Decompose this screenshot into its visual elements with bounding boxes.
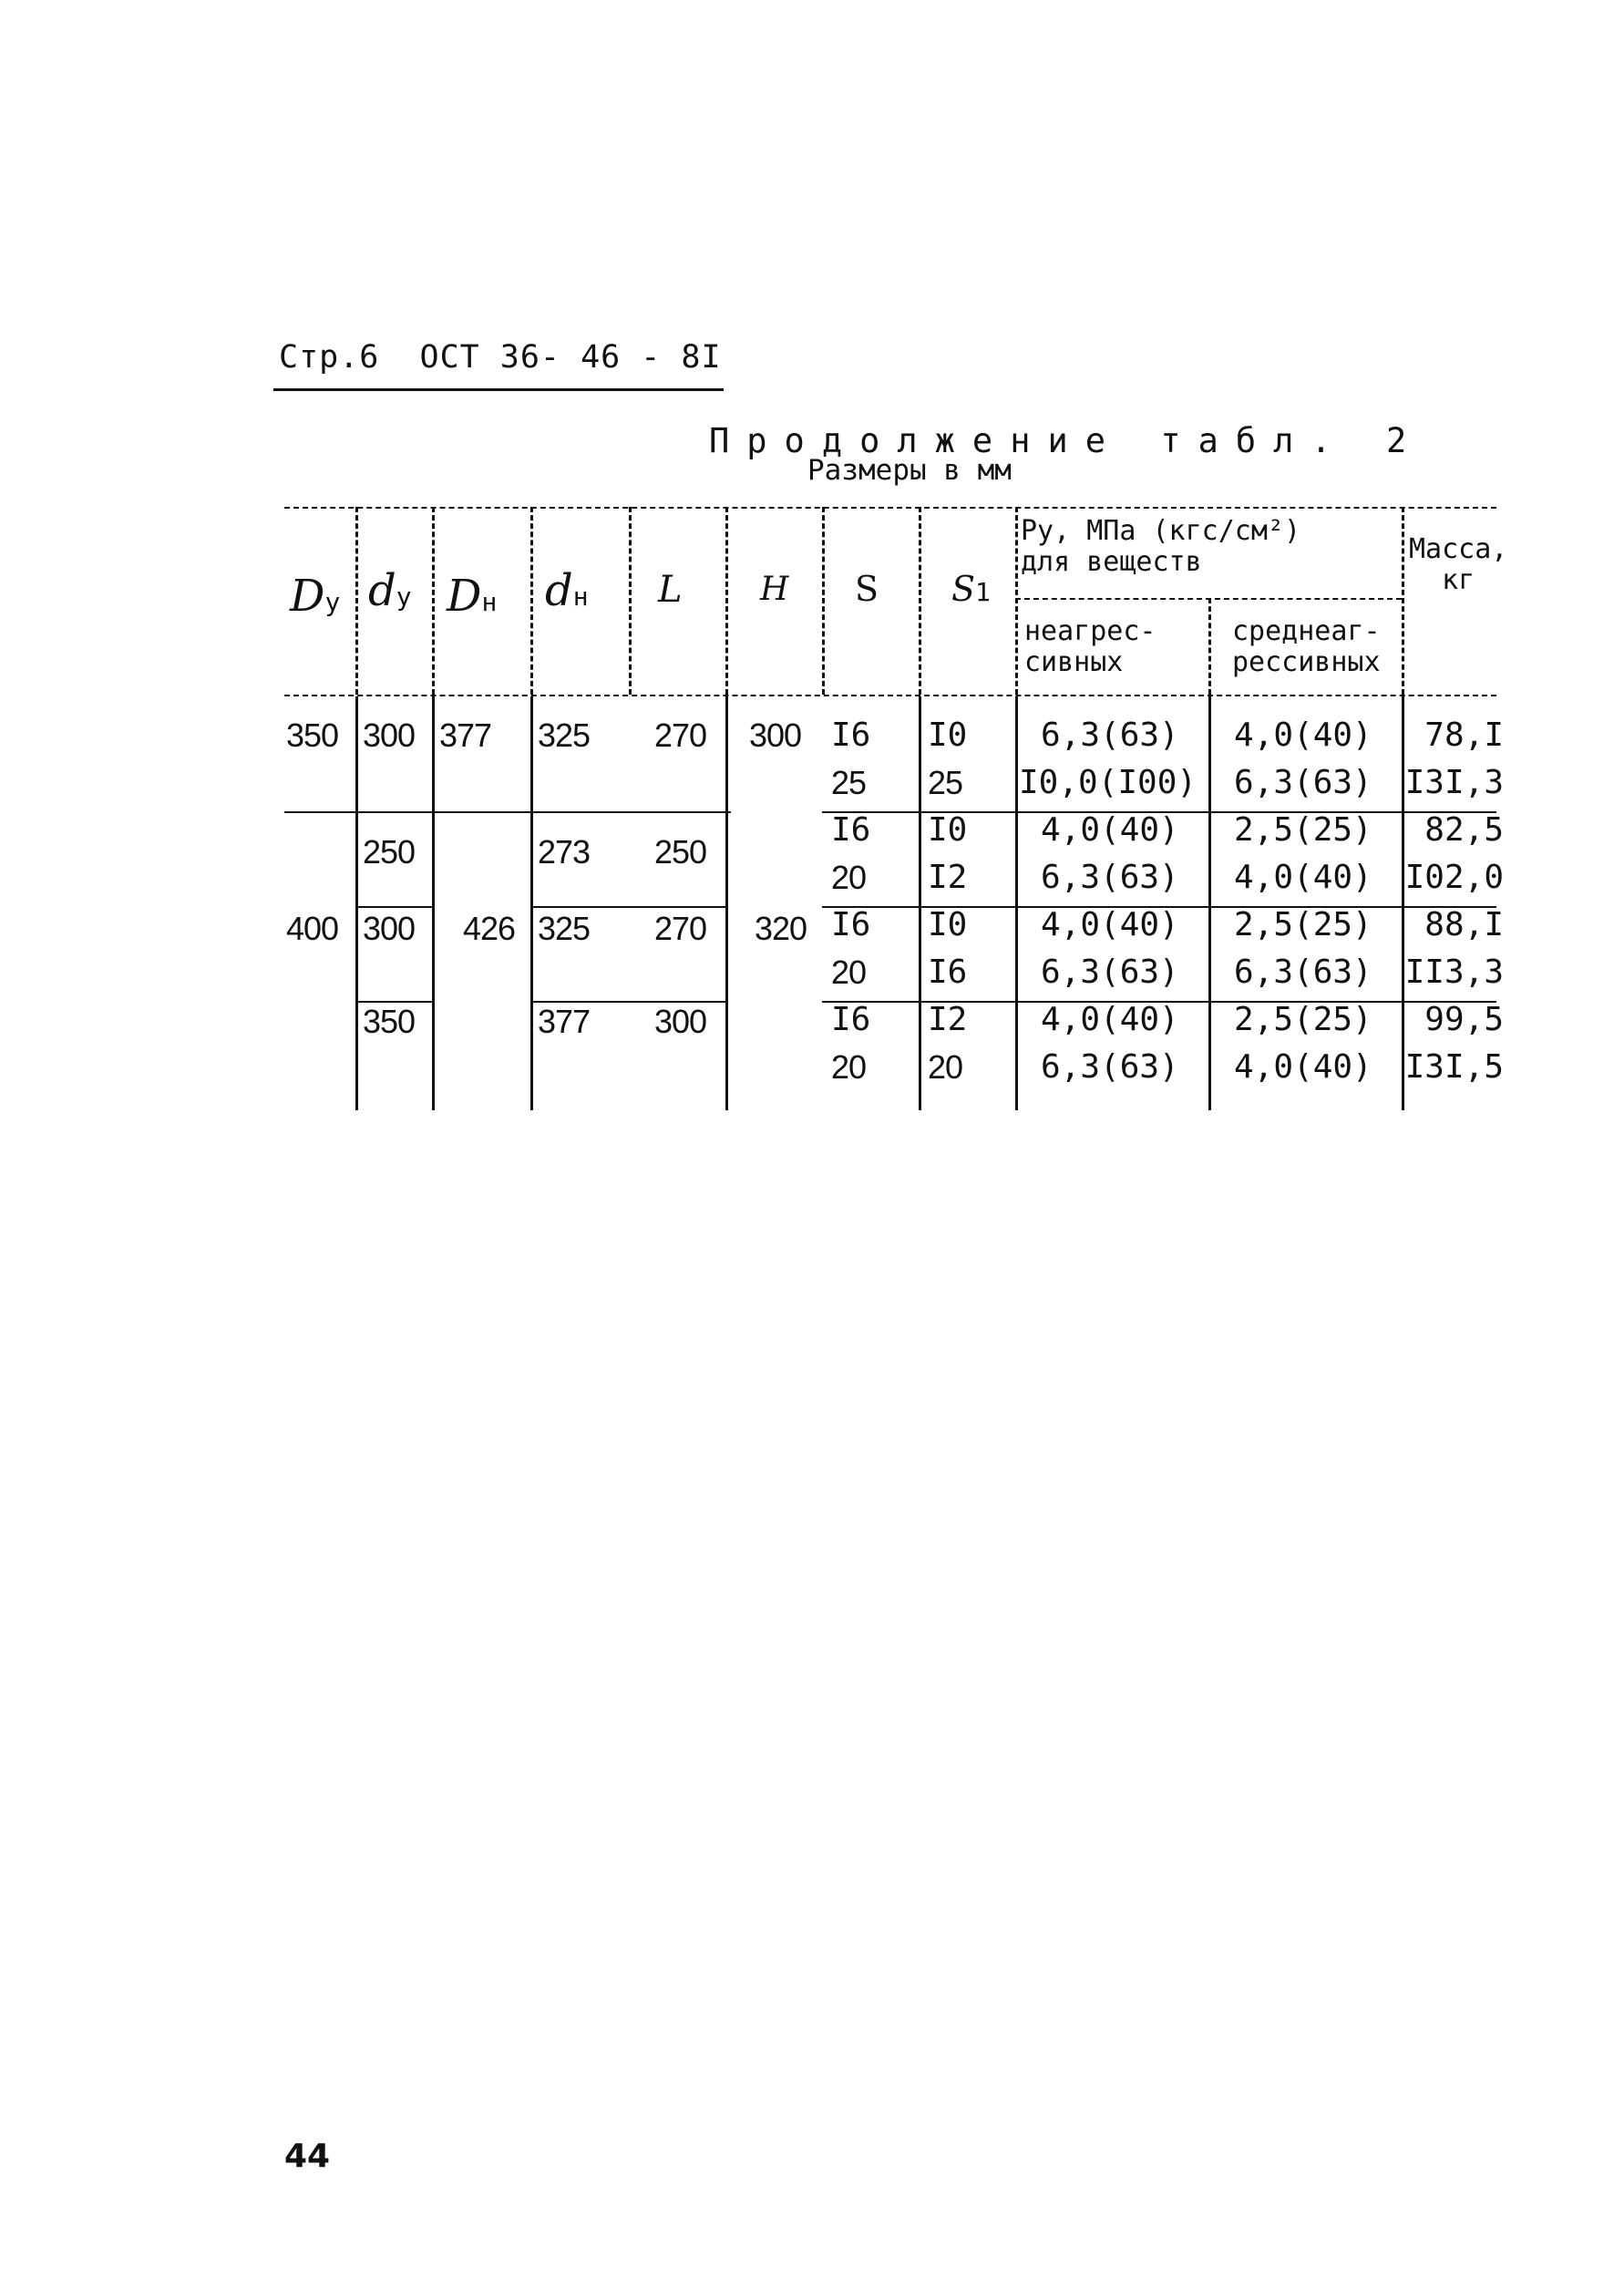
cell-p-mid: 6,3(63): [1234, 764, 1372, 801]
cell-p-non: 6,3(63): [1041, 953, 1179, 991]
col-S1-header: S1: [951, 569, 991, 609]
hsep-3: [530, 507, 533, 695]
cell-S1: I0: [928, 811, 968, 849]
hsep-6: [822, 507, 825, 695]
hsep-2: [432, 507, 435, 695]
cell-dn: 273: [538, 833, 591, 871]
cell-dn: 325: [538, 910, 591, 947]
hsep-10: [1402, 507, 1404, 695]
cell-p-non: 6,3(63): [1041, 716, 1179, 754]
col-Dy-header: Dу: [290, 571, 341, 622]
row-sub-rule-2: [530, 906, 725, 908]
hsep-7: [919, 507, 921, 695]
cell-dy: 300: [363, 716, 416, 754]
cell-mass: I3I,3: [1404, 764, 1504, 801]
cell-S: I6: [831, 1001, 871, 1038]
body-vline-7: [919, 696, 921, 1110]
cell-dy: 350: [363, 1003, 416, 1040]
hsep-8: [1015, 507, 1018, 695]
cell-p-mid: 6,3(63): [1234, 953, 1372, 991]
cell-dy: 300: [363, 910, 416, 947]
cell-p-non: 6,3(63): [1041, 1048, 1179, 1086]
cell-L: 300: [654, 1003, 707, 1040]
page-number: 44: [284, 2138, 331, 2175]
col-H-header: H: [760, 571, 789, 608]
cell-p-non: 4,0(40): [1041, 906, 1179, 943]
row-sub-rule-1: [355, 906, 432, 908]
cell-S1: 20: [928, 1048, 963, 1086]
body-vline-8: [1015, 696, 1018, 1110]
cell-S: 20: [831, 953, 867, 991]
col-dy-header: dу: [368, 565, 412, 616]
header-bottom-rule: [284, 695, 1496, 696]
cell-dy: 250: [363, 833, 416, 871]
cell-Dy-400: 400: [286, 910, 339, 947]
hsep-1: [355, 507, 358, 695]
hsep-4: [629, 507, 632, 695]
cell-p-mid: 4,0(40): [1234, 716, 1372, 754]
body-vline-1: [355, 696, 358, 1110]
row-group-rule-1: [284, 811, 731, 813]
cell-mass: 78,I: [1424, 716, 1504, 754]
cell-p-mid: 2,5(25): [1234, 1001, 1372, 1038]
col-mass-header: Масса, кг: [1409, 533, 1508, 596]
cell-dn: 325: [538, 716, 591, 754]
cell-p-non: I0,0(I00): [1019, 764, 1197, 801]
cell-L: 270: [654, 716, 707, 754]
cell-p-mid: 4,0(40): [1234, 1048, 1372, 1086]
cell-S: I6: [831, 716, 871, 754]
page-header: Стр.6 ОСТ 36- 46 - 8I: [279, 339, 722, 376]
cell-H-300: 300: [749, 716, 802, 754]
cell-S1: 25: [928, 764, 963, 801]
cell-p-non: 6,3(63): [1041, 859, 1179, 896]
body-vline-9: [1208, 696, 1211, 1110]
cell-p-mid: 2,5(25): [1234, 811, 1372, 849]
col-non-aggr-header: неагрес- сивных: [1024, 615, 1156, 678]
cell-p-non: 4,0(40): [1041, 811, 1179, 849]
cell-S1: I2: [928, 1001, 968, 1038]
cell-mass: II3,3: [1404, 953, 1504, 991]
cell-mass: I02,0: [1404, 859, 1504, 896]
cell-p-mid: 2,5(25): [1234, 906, 1372, 943]
cell-S1: I0: [928, 716, 968, 754]
body-vline-5: [725, 696, 728, 1110]
cell-S1: I6: [928, 953, 968, 991]
cell-mass: 88,I: [1424, 906, 1504, 943]
cell-S: 20: [831, 1048, 867, 1086]
cell-S: 20: [831, 859, 867, 896]
cell-Dy-350: 350: [286, 716, 339, 754]
cell-mass: 99,5: [1424, 1001, 1504, 1038]
cell-p-mid: 4,0(40): [1234, 859, 1372, 896]
table-continuation-title: Продолжение табл. 2: [709, 421, 1424, 460]
cell-mass: I3I,5: [1404, 1048, 1504, 1086]
cell-H-320: 320: [755, 910, 807, 947]
cell-L: 250: [654, 833, 707, 871]
cell-mass: 82,5: [1424, 811, 1504, 849]
hsep-5: [725, 507, 728, 695]
cell-p-non: 4,0(40): [1041, 1001, 1179, 1038]
cell-S: I6: [831, 906, 871, 943]
cell-S1: I0: [928, 906, 968, 943]
table-top-rule: [284, 507, 1496, 509]
col-dn-header: dн: [545, 565, 589, 616]
col-S-header: S: [855, 569, 879, 609]
cell-Dn-377: 377: [439, 716, 492, 754]
table-units-note: Размеры в мм: [807, 454, 1012, 487]
body-vline-3: [530, 696, 533, 1110]
cell-L: 270: [654, 910, 707, 947]
hsep-9: [1208, 598, 1211, 695]
cell-S1: I2: [928, 859, 968, 896]
cell-S: I6: [831, 811, 871, 849]
col-L-header: L: [658, 569, 683, 611]
col-mid-aggr-header: среднеаг- рессивных: [1232, 615, 1381, 678]
cell-S: 25: [831, 764, 867, 801]
cell-Dn-426: 426: [463, 910, 516, 947]
pressure-group-header: Pу, МПа (кгс/см²) для веществ: [1021, 515, 1301, 578]
col-Dn-header: Dн: [447, 571, 498, 622]
body-vline-2: [432, 696, 435, 1110]
cell-dn: 377: [538, 1003, 591, 1040]
